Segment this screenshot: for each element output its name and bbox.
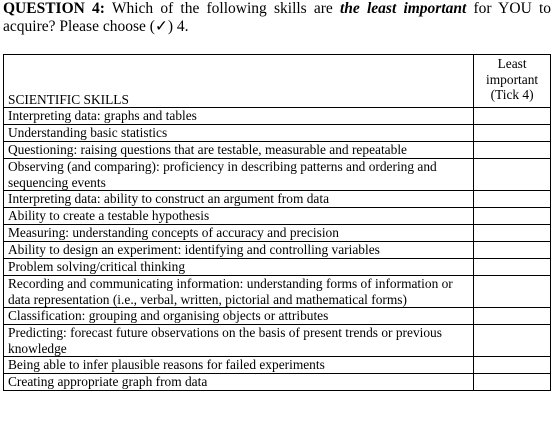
skill-cell: Recording and communicating information: understanding forms of information or data representation (i.e., verbal, written, pictorial and mathematical forms): [4, 276, 474, 308]
skill-cell: Measuring: understanding concepts of accuracy and precision: [4, 225, 474, 242]
question-label: QUESTION 4:: [3, 0, 105, 17]
tick-cell[interactable]: [474, 276, 551, 308]
question-prompt: [3, 0, 551, 35]
tick-cell[interactable]: [474, 159, 551, 191]
table-row: [4, 208, 551, 225]
tick-cell[interactable]: [474, 357, 551, 374]
table-row: [4, 159, 551, 191]
skills-table: [3, 54, 551, 391]
skill-cell: Observing (and comparing): proficiency in describing patterns and ordering and sequencing events: [4, 159, 474, 191]
table-row: [4, 308, 551, 325]
skill-cell: Interpreting data: ability to construct an argument from data: [4, 191, 474, 208]
tick-cell[interactable]: [474, 208, 551, 225]
tick-cell[interactable]: [474, 308, 551, 325]
table-row: [4, 142, 551, 159]
table-row: [4, 191, 551, 208]
skill-cell: Predicting: forecast future observations on the basis of present trends or previous knowledge: [4, 325, 474, 357]
tick-cell[interactable]: [474, 225, 551, 242]
table-row: [4, 259, 551, 276]
skill-cell: Ability to design an experiment: identifying and controlling variables: [4, 242, 474, 259]
tick-cell[interactable]: [474, 108, 551, 125]
skill-cell: Understanding basic statistics: [4, 125, 474, 142]
table-row: [4, 276, 551, 308]
table-row: [4, 374, 551, 391]
header-scientific-skills: SCIENTIFIC SKILLS: [4, 55, 474, 108]
table-row: [4, 325, 551, 357]
question-text-before: Which of the following skills are: [104, 0, 340, 17]
tick-cell[interactable]: [474, 242, 551, 259]
header-tick-line2: important: [486, 71, 539, 87]
question-emphasis: the least important: [340, 0, 467, 17]
tick-cell[interactable]: [474, 259, 551, 276]
skill-cell: Interpreting data: graphs and tables: [4, 108, 474, 125]
skill-cell: Ability to create a testable hypothesis: [4, 208, 474, 225]
tick-cell[interactable]: [474, 374, 551, 391]
table-row: [4, 242, 551, 259]
tick-cell[interactable]: [474, 142, 551, 159]
header-tick-line3: (Tick 4): [490, 87, 534, 102]
skill-cell: Being able to infer plausible reasons for failed experiments: [4, 357, 474, 374]
table-row: [4, 125, 551, 142]
table-header-row: [4, 55, 551, 108]
table-row: [4, 108, 551, 125]
skill-cell: Problem solving/critical thinking: [4, 259, 474, 276]
table-row: [4, 225, 551, 242]
question-text-after: for YOU to acquire? Please choose (✓) 4.: [3, 0, 552, 35]
header-tick-line1: Least: [497, 56, 527, 71]
table-row: [4, 357, 551, 374]
tick-cell[interactable]: [474, 325, 551, 357]
skill-cell: Classification: grouping and organising objects or attributes: [4, 308, 474, 325]
tick-cell[interactable]: [474, 191, 551, 208]
skill-cell: Creating appropriate graph from data: [4, 374, 474, 391]
tick-cell[interactable]: [474, 125, 551, 142]
header-least-important: [474, 55, 551, 108]
skill-cell: Questioning: raising questions that are testable, measurable and repeatable: [4, 142, 474, 159]
